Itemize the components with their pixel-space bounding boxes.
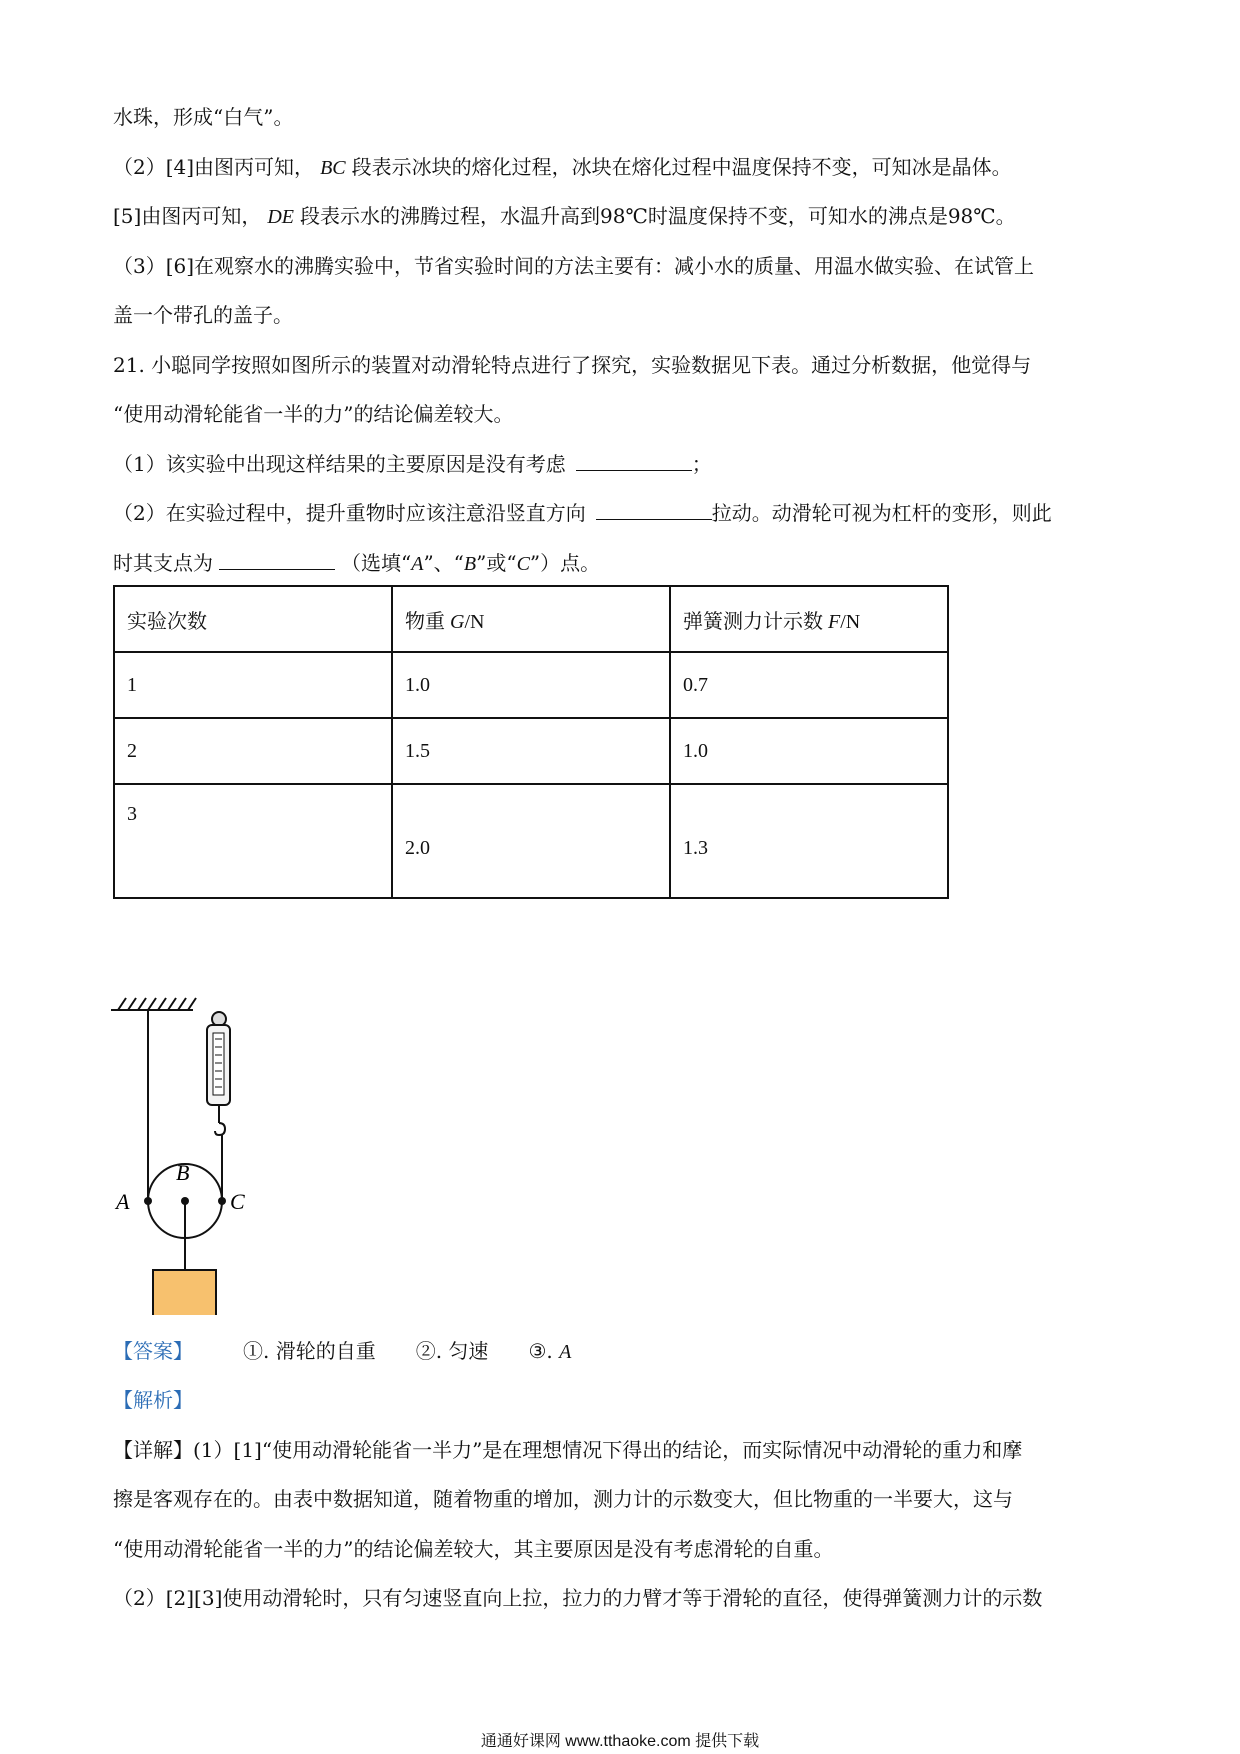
table-cell: 1.5 (392, 718, 670, 784)
question-21-stem-2: “使用动滑轮能省一半的力”的结论偏差较大。 (113, 402, 514, 426)
table-cell: 0.7 (670, 652, 948, 718)
spring-scale (207, 1012, 230, 1135)
table-row (114, 652, 948, 718)
text-line-2: （2）[4]由图丙可知， BC 段表示冰块的熔化过程，冰块在熔化过程中温度保持不变，可知冰是晶体。 (113, 155, 1012, 179)
table-row (114, 718, 948, 784)
weight-block (153, 1270, 216, 1315)
table-cell: 1.0 (392, 652, 670, 718)
table-cell: 1 (114, 652, 392, 718)
table-header-cell: 物重 G/N (392, 586, 670, 652)
ceiling-support (111, 998, 196, 1010)
point-b-label: B (176, 1160, 190, 1185)
point-a-dot (144, 1197, 152, 1205)
point-a-label: A (116, 1189, 130, 1214)
analysis-heading: 【解析】 (113, 1388, 193, 1412)
detail-line-3: “使用动滑轮能省一半的力”的结论偏差较大，其主要原因是没有考虑滑轮的自重。 (113, 1537, 834, 1561)
table-header-cell: 实验次数 (114, 586, 392, 652)
answer-line: 【答案】 ①. 滑轮的自重 ②. 匀速 ③. A (113, 1339, 572, 1363)
point-c-label: C (230, 1189, 245, 1214)
table-cell: 1.3 (670, 784, 948, 898)
table-row (114, 784, 948, 898)
table-cell: 3 (114, 784, 392, 898)
table-header-row (114, 586, 948, 652)
text-line-3: [5]由图丙可知， DE 段表示水的沸腾过程，水温升高到98℃时温度保持不变，可知水的沸点是98℃。 (113, 204, 1016, 228)
answer-blank-2 (596, 499, 712, 520)
text-line-5: 盖一个带孔的盖子。 (113, 303, 293, 327)
table-cell: 1.0 (670, 718, 948, 784)
question-21-part-1: （1）该实验中出现这样结果的主要原因是没有考虑 ； (113, 452, 712, 476)
detail-line-4: （2）[2][3]使用动滑轮时，只有匀速竖直向上拉，拉力的力臂才等于滑轮的直径，使得弹簧测力计的示数 (113, 1586, 1043, 1610)
detail-line-1: 【详解】(1）[1]“使用动滑轮能省一半力”是在理想情况下得出的结论，而实际情况中动滑轮的重力和摩 (113, 1438, 1023, 1462)
question-21-part-2b: 时其支点为 （选填“A”、“B”或“C”）点。 (113, 551, 601, 575)
table-cell: 2.0 (392, 784, 670, 898)
question-21-stem-1: 21. 小聪同学按照如图所示的装置对动滑轮特点进行了探究，实验数据见下表。通过分析数据，他觉得与 (113, 353, 1032, 377)
text-line-1: 水珠，形成“白气”。 (113, 105, 294, 129)
point-c-dot (218, 1197, 226, 1205)
experiment-data-table (113, 585, 949, 899)
detail-line-2: 擦是客观存在的。由表中数据知道，随着物重的增加，测力计的示数变大，但比物重的一半要大，这与 (113, 1487, 1013, 1511)
page-footer: 通通好课网 www.tthaoke.com 提供下载 (480, 1733, 760, 1750)
pulley-diagram (108, 995, 268, 1315)
answer-blank-3 (219, 549, 335, 570)
answer-tag: 【答案】 (113, 1339, 193, 1363)
table-cell: 2 (114, 718, 392, 784)
table-header-cell: 弹簧测力计示数 F/N (670, 586, 948, 652)
text-line-4: （3）[6]在观察水的沸腾实验中，节省实验时间的方法主要有：减小水的质量、用温水做实验、在试管上 (113, 254, 1035, 278)
question-21-part-2: （2）在实验过程中，提升重物时应该注意沿竖直方向 拉动。动滑轮可视为杠杆的变形，则此 (113, 501, 1052, 525)
answer-blank-1 (576, 450, 692, 471)
